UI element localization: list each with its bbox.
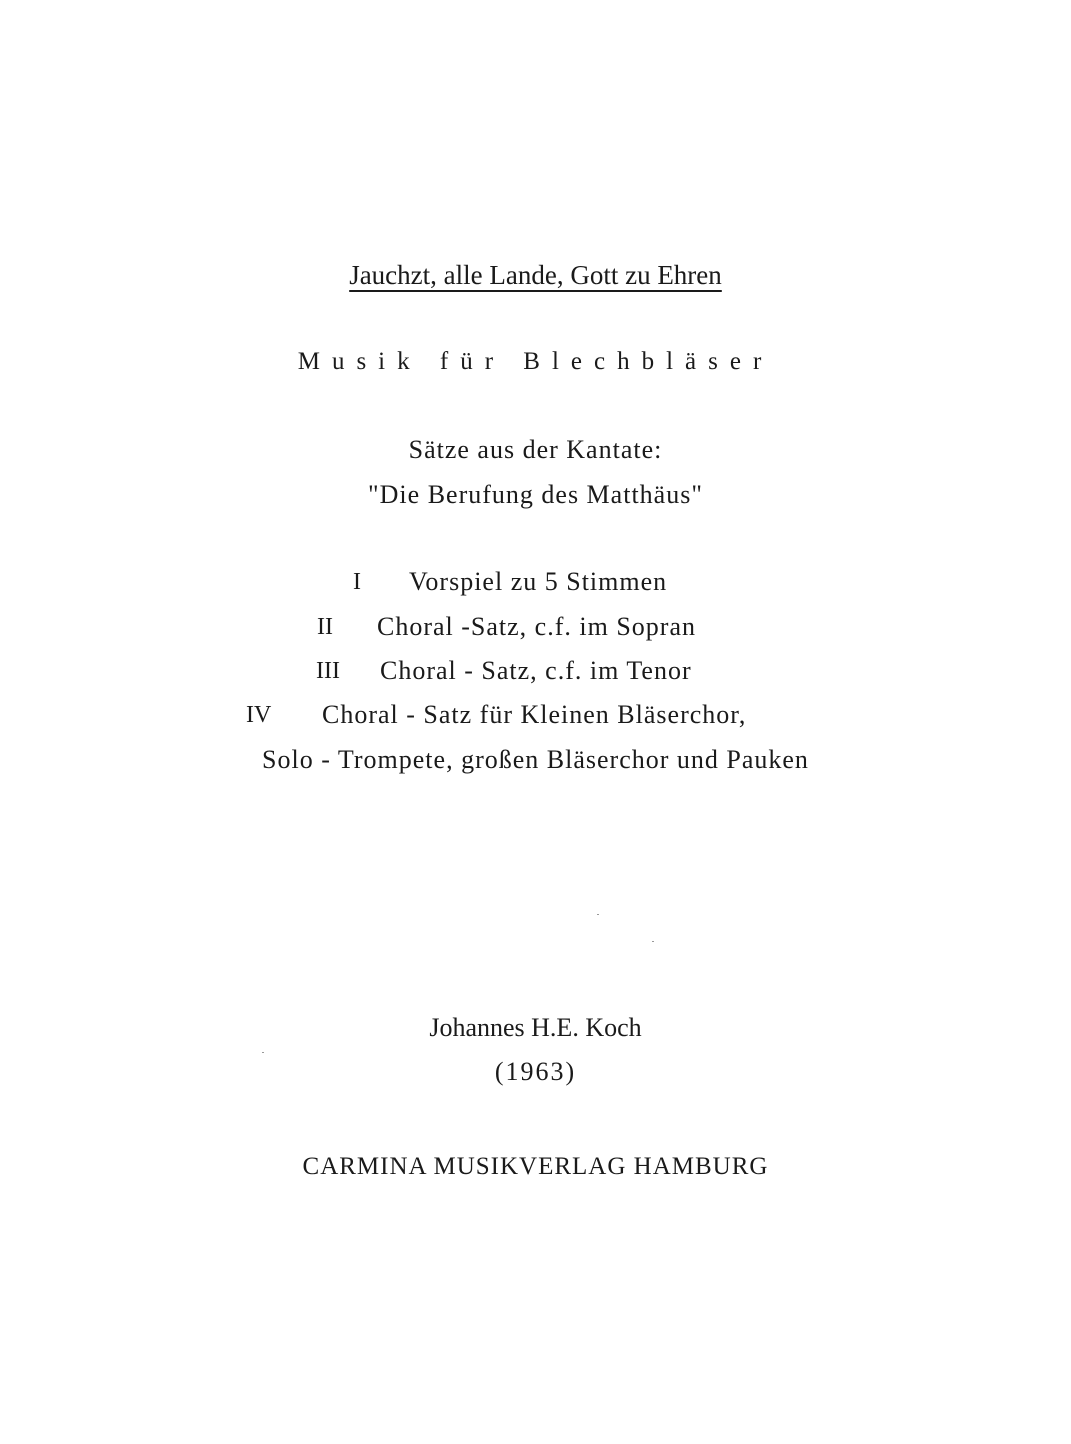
movement-text-4-continuation: Solo - Trompete, großen Bläserchor und Pauken [262,745,809,774]
movement-number-1: I [353,569,361,595]
movement-text-4: Choral - Satz für Kleinen Bläserchor, [322,700,747,729]
scan-speck [597,914,599,915]
movement-text-1: Vorspiel zu 5 Stimmen [409,567,668,596]
movement-number-4: IV [246,702,272,728]
movement-number-3: III [316,658,340,684]
publisher: CARMINA MUSIKVERLAG HAMBURG [302,1153,769,1180]
kantate-line-1: Sätze aus der Kantate: [408,435,663,464]
year: (1963) [494,1057,577,1086]
scan-speck [652,941,654,942]
page-title [0,259,1071,291]
composer: Johannes H.E. Koch [429,1013,642,1042]
title-text: Jauchzt, alle Lande, Gott zu Ehren [349,260,722,290]
kantate-line-2: "Die Berufung des Matthäus" [368,480,703,509]
scan-speck [262,1052,264,1053]
movement-text-2: Choral -Satz, c.f. im Sopran [377,612,696,641]
movement-number-2: II [317,614,333,640]
movement-text-3: Choral - Satz, c.f. im Tenor [380,656,692,685]
subtitle: Musik für Blechbläser [297,348,774,375]
